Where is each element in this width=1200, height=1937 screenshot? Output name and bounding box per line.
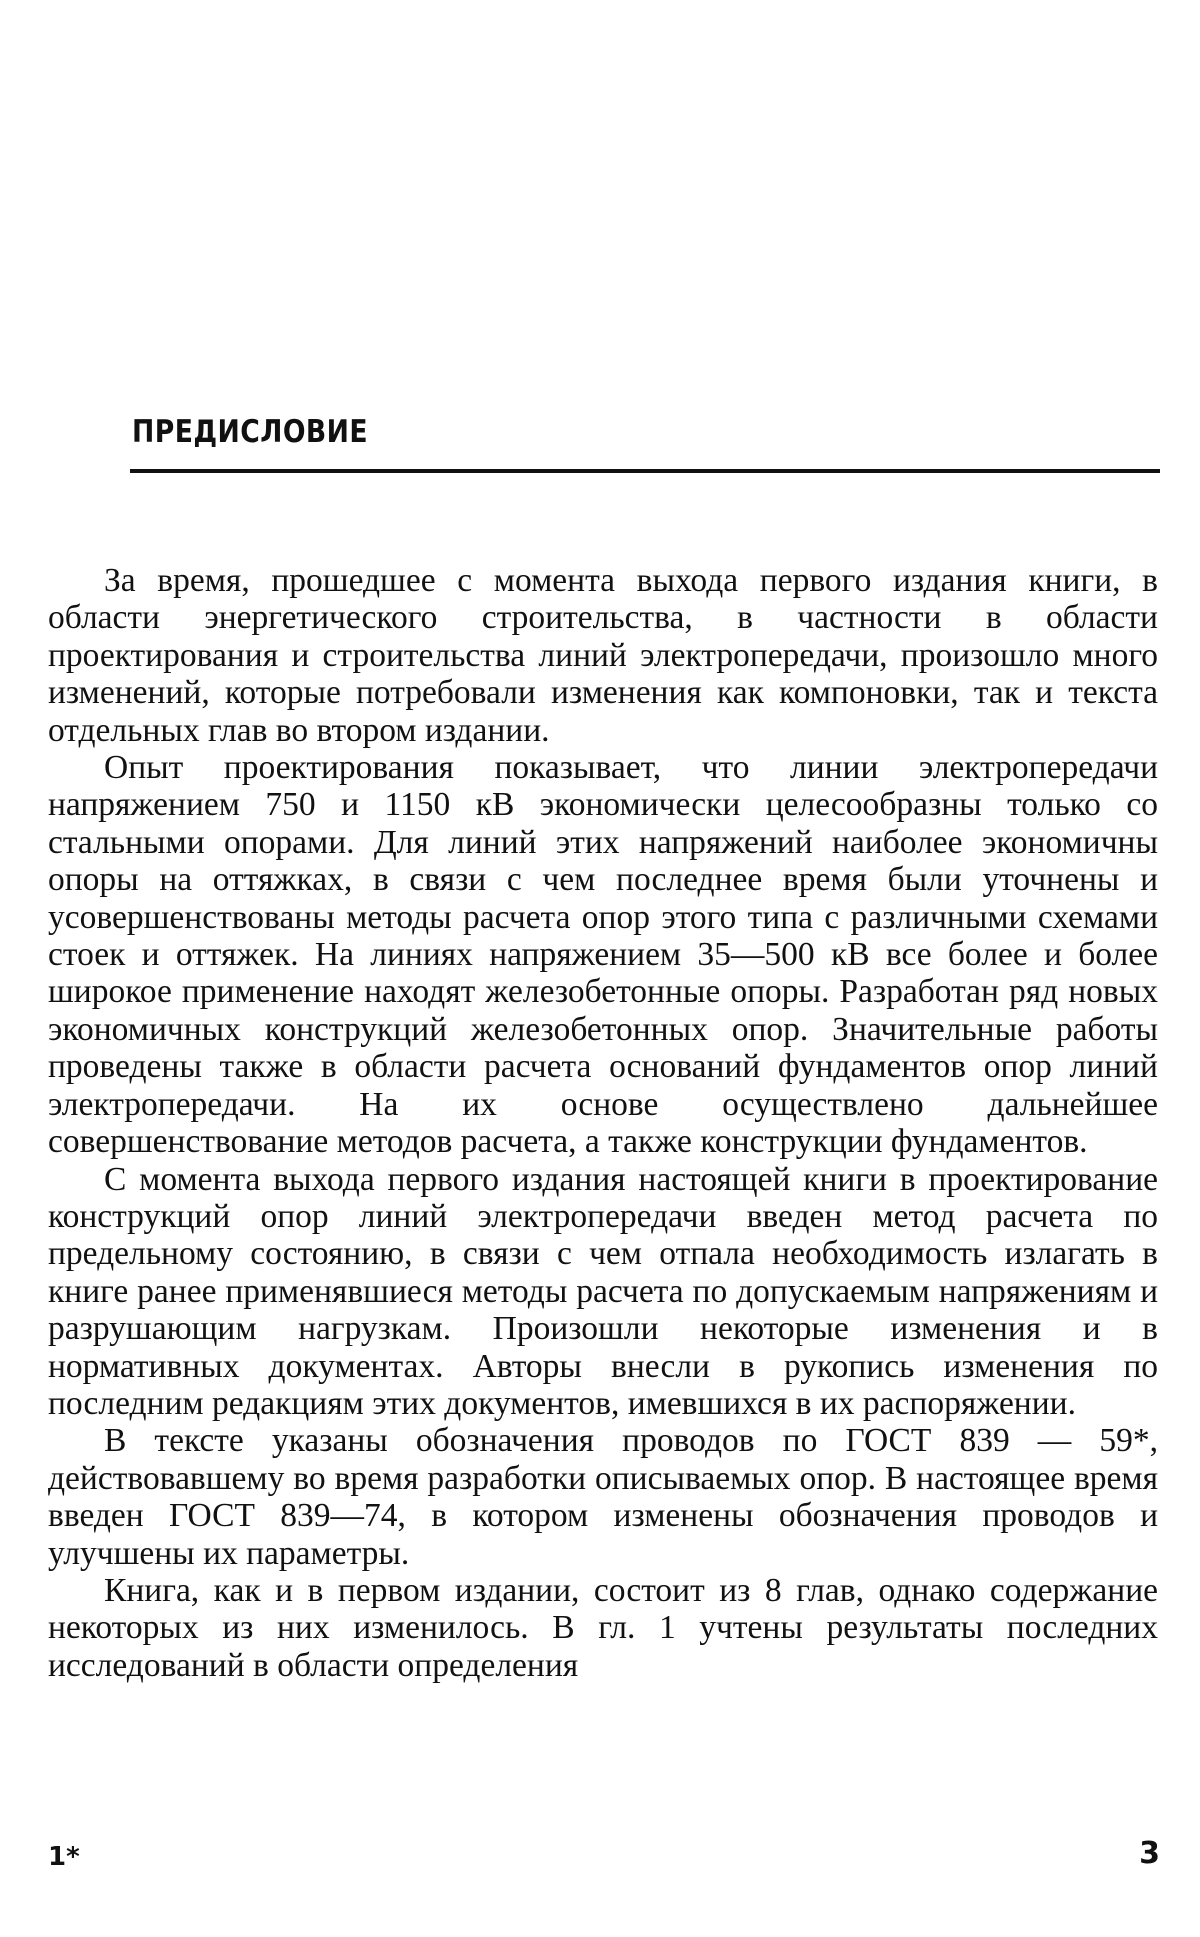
paragraph-2: Опыт проектирования показывает, что линии электропередачи напряжением 750 и 1150 кВ экономически целесообразны только со стальными опорами. Для линий этих напряжений наиболее экономичны опоры на оттяжках, в связи с чем последнее время были уточнены и усовершенствованы методы расчета опор этого типа с различными схемами стоек и оттяжек. На линиях напряжением 35—500 кВ все более и более широкое применение находят железобетонные опоры. Разработан ряд новых экономичных конструкций железобетонных опор. Значительные работы проведены также в области расчета оснований фундаментов опор линий электропередачи. На их основе осуществлено дальнейшее совершенствование методов расчета, а также конструкции фундаментов.: [48, 749, 1158, 1161]
section-heading: ПРЕДИСЛОВИЕ: [132, 414, 369, 450]
page-number: 3: [1139, 1836, 1160, 1871]
paragraph-4: В тексте указаны обозначения проводов по ГОСТ 839 — 59*, действовавшему во время разработки описываемых опор. В настоящее время введен ГОСТ 839—74, в котором изменены обозначения проводов и улучшены их параметры.: [48, 1422, 1158, 1572]
paragraph-5: Книга, как и в первом издании, состоит из 8 глав, однако содержание некоторых из них изменилось. В гл. 1 учтены результаты последних исследований в области определения: [48, 1571, 1158, 1684]
paragraph-1: За время, прошедшее с момента выхода первого издания книги, в области энергетического строительства, в частности в области проектирования и строительства линий электропередачи, произошло много изменений, которые потребовали изменения как компоновки, так и текста отдельных глав во втором издании.: [48, 562, 1158, 749]
paragraph-3: С момента выхода первого издания настоящей книги в проектирование конструкций опор линий электропередачи введен метод расчета по предельному состоянию, в связи с чем отпала необходимость излагать в книге ранее применявшиеся методы расчета по допускаемым напряжениям и разрушающим нагрузкам. Произошли некоторые изменения и в нормативных документах. Авторы внесли в рукопись изменения по последним редакциям этих документов, имевшихся в их распоряжении.: [48, 1160, 1158, 1422]
body-text: [48, 562, 1158, 1684]
heading-rule: [130, 469, 1160, 473]
signature-mark: 1*: [48, 1842, 80, 1872]
